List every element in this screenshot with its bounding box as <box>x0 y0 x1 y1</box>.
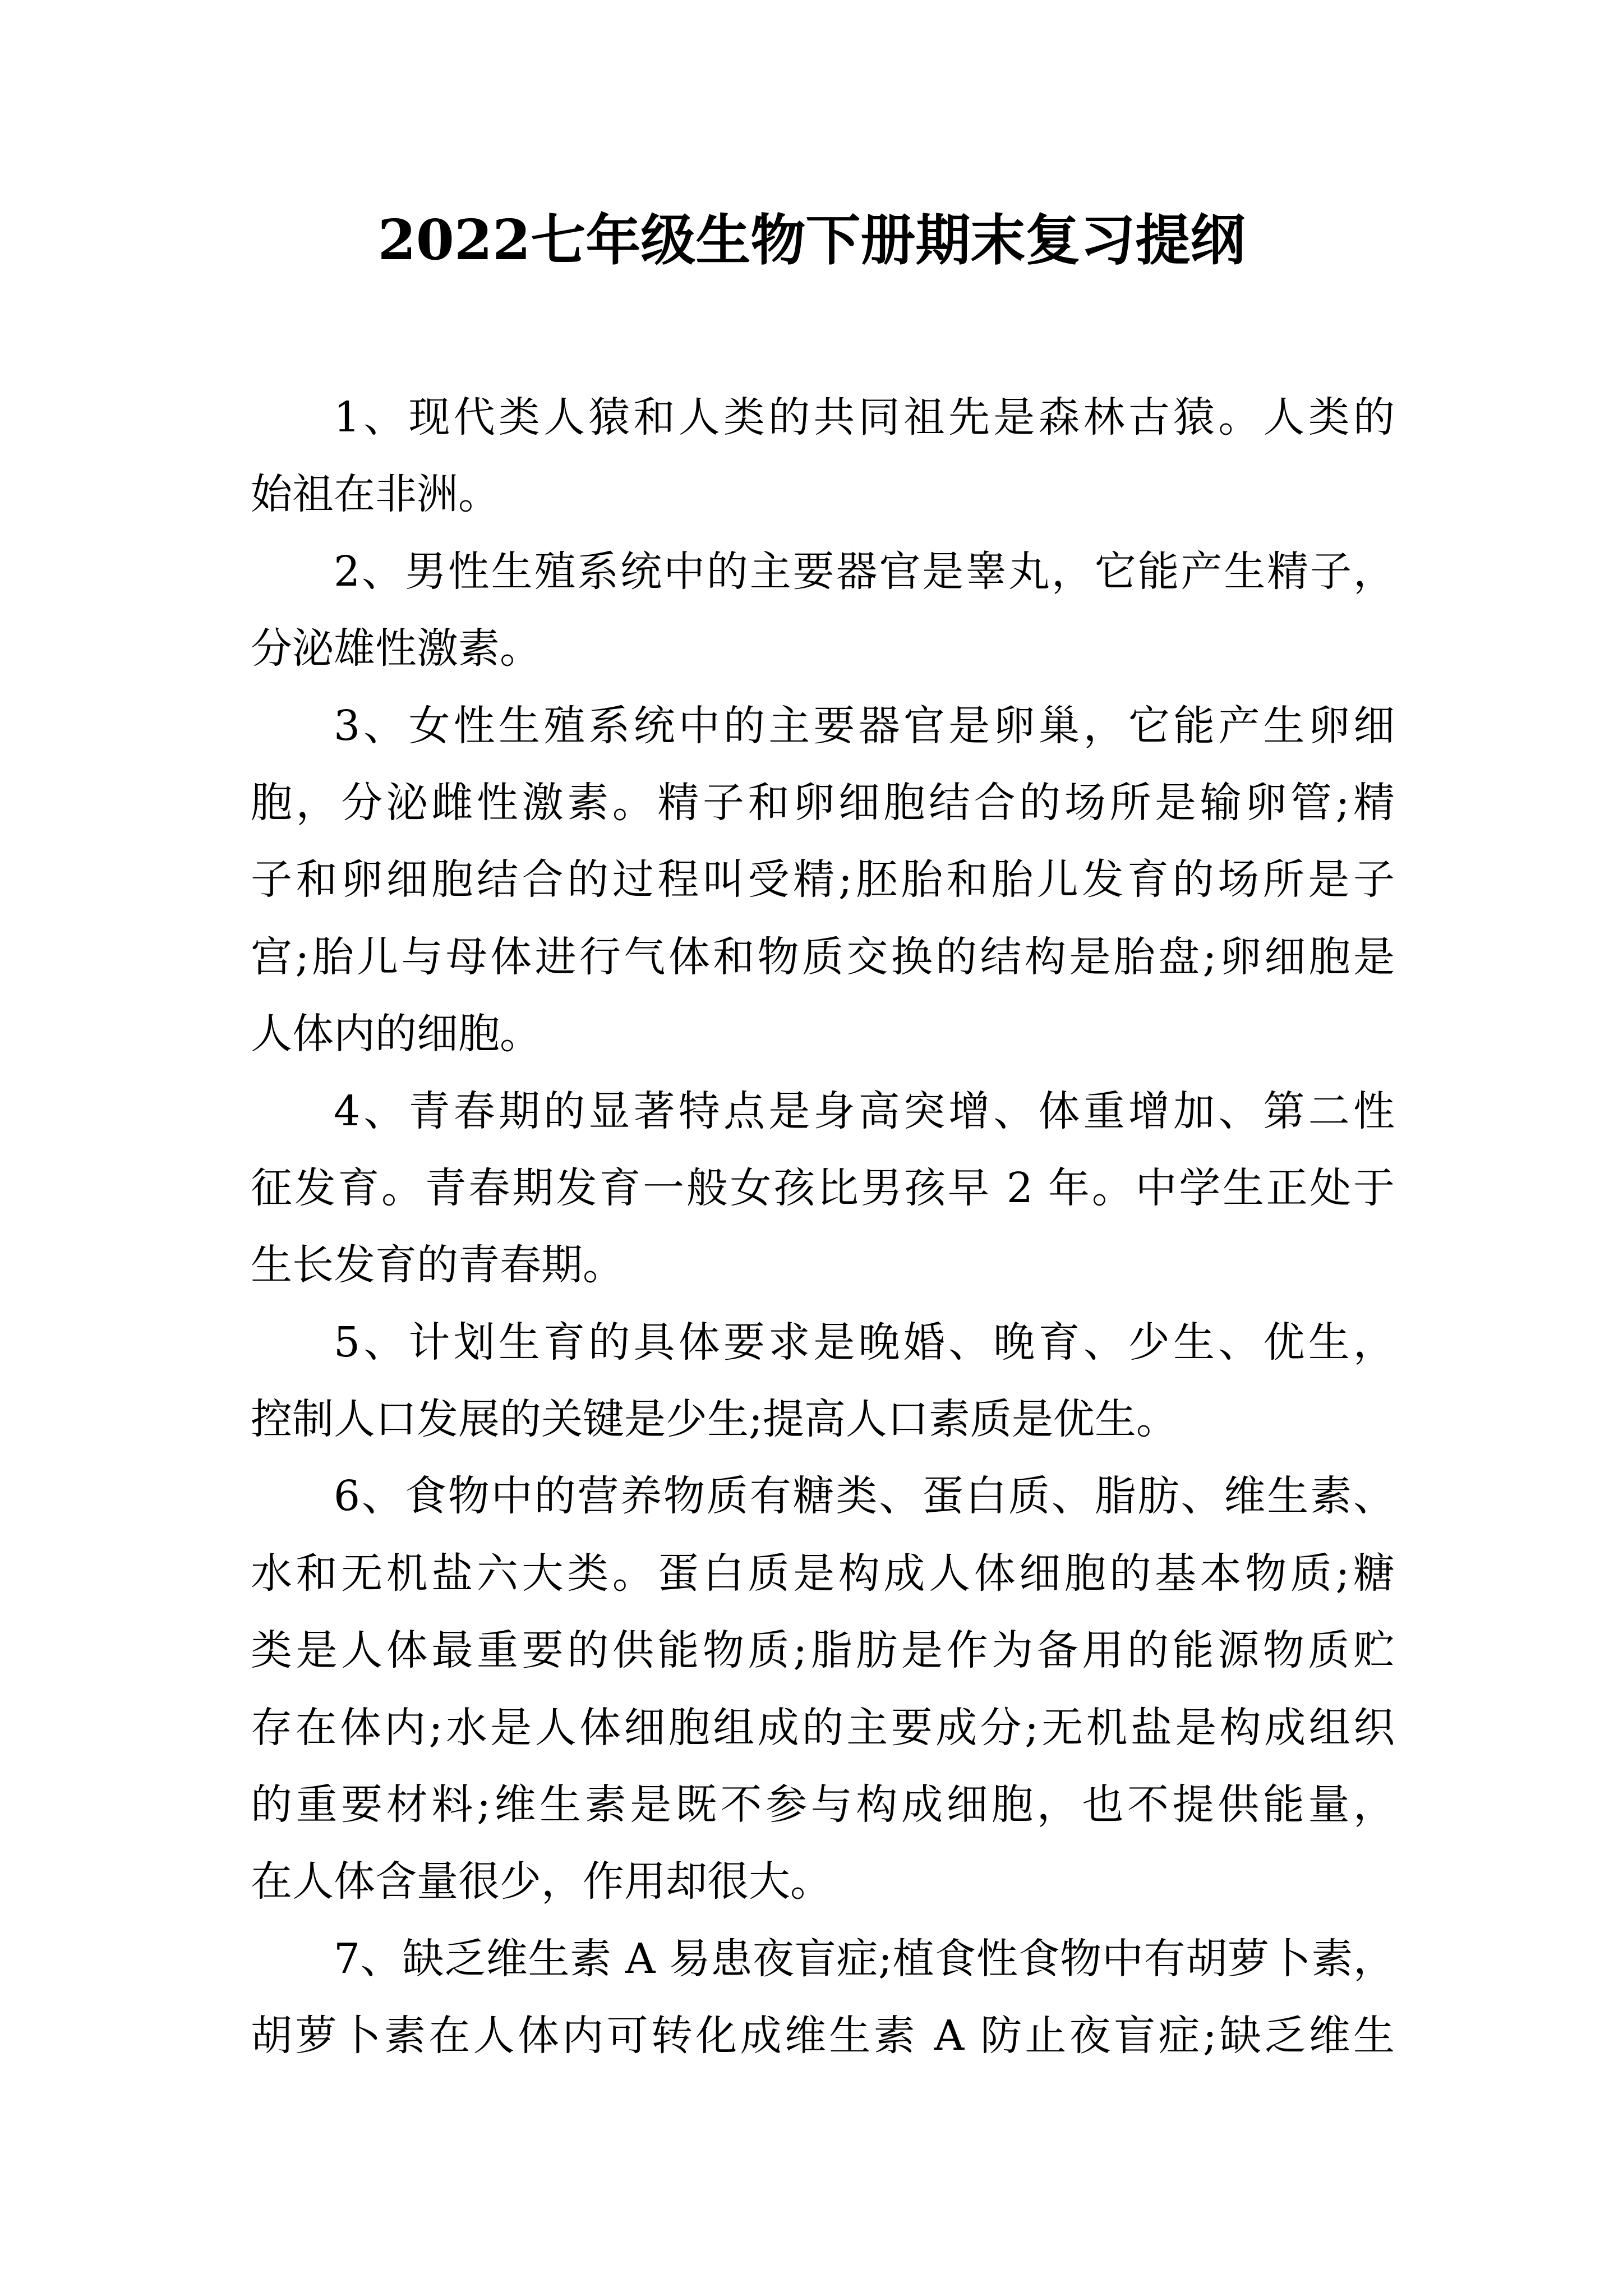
paragraph-line: 分泌雄性激素。 <box>251 624 541 673</box>
paragraph-line: 始祖在非洲。 <box>251 470 500 519</box>
paragraph-line: 的重要材料;维生素是既不参与构成细胞，也不提供能量， <box>251 1780 1395 1829</box>
paragraph-line: 6、食物中的营养物质有糖类、蛋白质、脂肪、维生素、 <box>334 1472 1395 1521</box>
outline-item-7 <box>251 1921 1395 2075</box>
document-title: 2022七年级生物下册期末复习提纲 <box>377 208 1246 273</box>
outline-item-1 <box>251 379 1395 533</box>
paragraph-line: 类是人体最重要的供能物质;脂肪是作为备用的能源物质贮 <box>251 1626 1395 1675</box>
paragraph-line: 4、青春期的显著特点是身高突增、体重增加、第二性 <box>334 1087 1395 1135</box>
paragraph-line: 存在体内;水是人体细胞组成的主要成分;无机盐是构成组织 <box>251 1703 1395 1752</box>
paragraph-line: 水和无机盐六大类。蛋白质是构成人体细胞的基本物质;糖 <box>251 1549 1395 1598</box>
document-body <box>251 379 1395 2075</box>
outline-item-5 <box>251 1304 1395 1458</box>
paragraph-line: 宫;胎儿与母体进行气体和物质交换的结构是胎盘;卵细胞是 <box>251 932 1395 981</box>
paragraph-line: 控制人口发展的关键是少生;提高人口素质是优生。 <box>251 1395 1178 1444</box>
paragraph-line: 2、男性生殖系统中的主要器官是睾丸，它能产生精子， <box>334 547 1395 596</box>
paragraph-line: 3、女性生殖系统中的主要器官是卵巢，它能产生卵细 <box>334 701 1395 750</box>
paragraph-line: 7、缺乏维生素 A 易患夜盲症;植食性食物中有胡萝卜素， <box>334 1934 1395 1983</box>
paragraph-line: 征发育。青春期发育一般女孩比男孩早 2 年。中学生正处于 <box>251 1163 1395 1212</box>
paragraph-line: 在人体含量很少，作用却很大。 <box>251 1857 832 1906</box>
paragraph-line: 胡萝卜素在人体内可转化成维生素 A 防止夜盲症;缺乏维生 <box>251 2012 1395 2060</box>
paragraph-line: 5、计划生育的具体要求是晚婚、晚育、少生、优生， <box>334 1318 1395 1366</box>
paragraph-line: 1、现代类人猿和人类的共同祖先是森林古猿。人类的 <box>334 393 1395 441</box>
outline-item-4 <box>251 1073 1395 1304</box>
paragraph-line: 子和卵细胞结合的过程叫受精;胚胎和胎儿发育的场所是子 <box>251 855 1395 904</box>
paragraph-line: 人体内的细胞。 <box>251 1010 541 1059</box>
outline-item-6 <box>251 1458 1395 1920</box>
paragraph-line: 生长发育的青春期。 <box>251 1241 624 1290</box>
outline-item-2 <box>251 533 1395 688</box>
outline-item-3 <box>251 688 1395 1073</box>
paragraph-line: 胞，分泌雌性激素。精子和卵细胞结合的场所是输卵管;精 <box>251 778 1395 827</box>
